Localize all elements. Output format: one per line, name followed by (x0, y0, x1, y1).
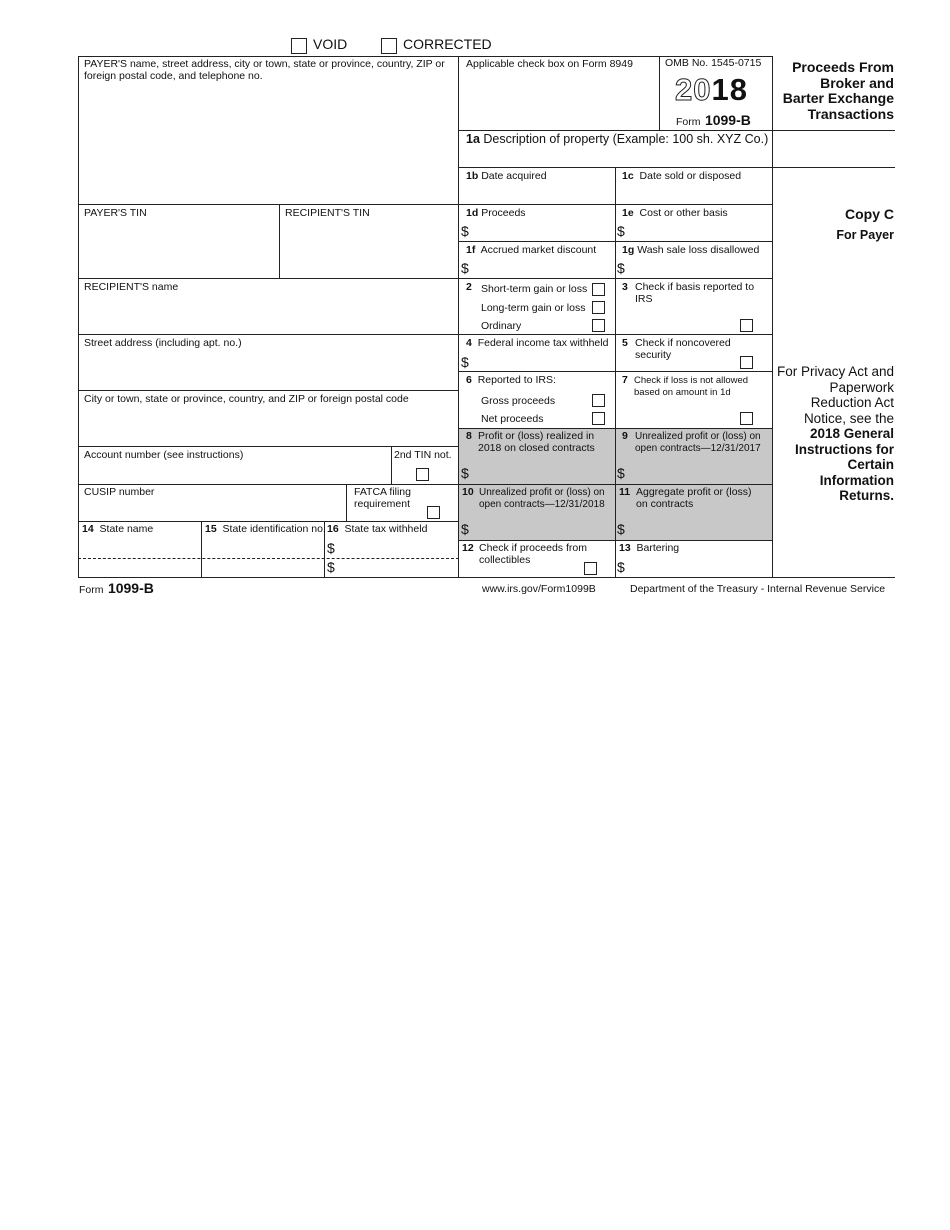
recipient-name-field[interactable] (80, 296, 456, 332)
box-1c-num: 1c (622, 170, 634, 182)
cusip-field[interactable] (80, 500, 344, 519)
box-2-ordinary-label: Ordinary (481, 320, 522, 332)
box-4-field[interactable] (474, 353, 613, 370)
fatca-label: FATCA filing requirement (354, 486, 411, 510)
box-1d-text: Proceeds (481, 207, 526, 219)
box-1d-label (466, 208, 526, 220)
box-11-dollar: $ (617, 521, 625, 537)
box-10-num: 10 (462, 486, 474, 498)
box-1b-text: Date acquired (481, 170, 547, 182)
box-9-num: 9 (622, 430, 628, 442)
box-16-dollar-1: $ (327, 540, 335, 556)
box-5-label: Check if noncovered security (635, 337, 731, 361)
box-1f-label (466, 245, 596, 257)
state-tax-field-1[interactable] (340, 540, 456, 557)
box-14-num: 14 (82, 523, 94, 535)
account-number-field[interactable] (80, 464, 389, 482)
box-1a-label (466, 132, 768, 146)
box-1a-num: 1a (466, 132, 480, 146)
box-10-field[interactable] (474, 518, 613, 538)
for-payer-label: For Payer (836, 228, 894, 242)
form-8949-field[interactable] (460, 74, 657, 128)
box-1b-field[interactable] (460, 184, 613, 202)
box-9-dollar: $ (617, 465, 625, 481)
box-7-checkbox[interactable] (740, 412, 753, 425)
footer-form-id (79, 580, 154, 598)
box-1a-field[interactable] (460, 148, 894, 166)
box-16-label (327, 524, 427, 536)
state-id-field-1[interactable] (203, 540, 322, 557)
second-tin-label: 2nd TIN not. (394, 449, 452, 461)
box-7-label: Check if loss is not allowed based on amount in 1d (634, 375, 749, 398)
box-8-dollar: $ (461, 465, 469, 481)
street-address-label: Street address (including apt. no.) (84, 337, 242, 349)
box-1d-num: 1d (466, 207, 479, 219)
box-13-label (619, 543, 679, 555)
recipient-name-label: RECIPIENT'S name (84, 281, 179, 293)
void-checkbox[interactable] (291, 38, 307, 54)
box-1g-num: 1g (622, 244, 635, 256)
box-1e-field[interactable] (630, 222, 770, 240)
copy-label: Copy C (845, 206, 894, 222)
box-1e-num: 1e (622, 207, 634, 219)
box-5-checkbox[interactable] (740, 356, 753, 369)
box-1f-dollar: $ (461, 260, 469, 276)
box-4-text: Federal income tax withheld (477, 337, 609, 349)
box-9-label: Unrealized profit or (loss) on open contracts—12/31/2017 (635, 431, 761, 454)
state-tax-field-2[interactable] (340, 560, 456, 576)
box-13-field[interactable] (630, 558, 770, 576)
box-1f-field[interactable] (474, 259, 613, 277)
form-id-top-number: 1099-B (704, 112, 751, 128)
recipient-tin-label: RECIPIENT'S TIN (285, 207, 370, 219)
account-number-label: Account number (see instructions) (84, 449, 244, 461)
box-4-num: 4 (466, 337, 472, 349)
box-1e-dollar: $ (617, 223, 625, 239)
box-13-num: 13 (619, 542, 631, 554)
privacy-notice-plain: For Privacy Act and Paperwork Reduction Act Notice, see the (776, 364, 894, 426)
privacy-notice (776, 364, 894, 504)
box-1c-field[interactable] (617, 184, 770, 202)
box-6-gross-label: Gross proceeds (481, 395, 556, 407)
box-2-ordinary-checkbox[interactable] (592, 319, 605, 332)
box-6-gross-checkbox[interactable] (592, 394, 605, 407)
box-1c-text: Date sold or disposed (639, 170, 742, 182)
box-1d-field[interactable] (474, 222, 613, 240)
box-1f-num: 1f (466, 244, 476, 256)
box-6-text: Reported to IRS: (477, 374, 556, 386)
box-12-checkbox[interactable] (584, 562, 597, 575)
void-label: VOID (313, 36, 348, 52)
box-6-net-checkbox[interactable] (592, 412, 605, 425)
box-4-dollar: $ (461, 354, 469, 370)
box-11-label: Aggregate profit or (loss) on contracts (636, 486, 752, 510)
box-14-text: State name (99, 523, 154, 535)
box-1b-num: 1b (466, 170, 479, 182)
box-12-num: 12 (462, 542, 474, 554)
box-1f-text: Accrued market discount (480, 244, 597, 256)
street-address-field[interactable] (80, 352, 456, 388)
box-2-long-label: Long-term gain or loss (481, 302, 586, 314)
box-1d-dollar: $ (461, 223, 469, 239)
box-15-text: State identification no. (222, 523, 326, 535)
box-1g-field[interactable] (630, 259, 770, 277)
box-8-num: 8 (466, 430, 472, 442)
city-label: City or town, state or province, country, and ZIP or foreign postal code (84, 393, 409, 405)
footer-url: www.irs.gov/Form1099B (482, 583, 596, 595)
payer-name-field[interactable] (80, 84, 456, 202)
box-5-num: 5 (622, 337, 628, 349)
corrected-label: CORRECTED (403, 36, 492, 52)
box-4-label (466, 338, 608, 350)
box-1a-text: Description of property (Example: 100 sh. XYZ Co.) (483, 132, 769, 146)
box-15-label (205, 524, 326, 536)
box-9-field[interactable] (630, 462, 770, 482)
second-tin-checkbox[interactable] (416, 468, 429, 481)
corrected-checkbox[interactable] (381, 38, 397, 54)
box-16-num: 16 (327, 523, 339, 535)
box-3-checkbox[interactable] (740, 319, 753, 332)
box-1g-label (622, 245, 759, 257)
box-11-num: 11 (619, 486, 631, 498)
tax-year-outline: 20 (675, 72, 712, 107)
box-11-field[interactable] (630, 518, 770, 538)
footer-department: Department of the Treasury - Internal Revenue Service (630, 583, 886, 595)
box-10-label: Unrealized profit or (loss) on open contracts—12/31/2018 (479, 487, 605, 510)
omb-number: OMB No. 1545-0715 (665, 57, 762, 69)
box-1g-text: Wash sale loss disallowed (637, 244, 760, 256)
box-10-dollar: $ (461, 521, 469, 537)
payer-name-label: PAYER'S name, street address, city or town, state or province, country, ZIP or foreign postal code, and telephone no. (84, 58, 445, 82)
box-3-num: 3 (622, 281, 628, 293)
state-id-field-2[interactable] (203, 560, 322, 576)
box-3-label: Check if basis reported to IRS (635, 281, 755, 305)
tax-year-bold: 18 (711, 72, 748, 107)
box-7-num: 7 (622, 374, 628, 386)
box-6-net-label: Net proceeds (481, 413, 544, 425)
form-id-top-prefix: Form (676, 116, 701, 128)
footer-form-number: 1099-B (107, 580, 154, 596)
box-1g-dollar: $ (617, 260, 625, 276)
tax-year (675, 72, 748, 108)
form-title: Proceeds From Broker and Barter Exchange Transactions (782, 59, 894, 122)
box-12-label: Check if proceeds from collectibles (479, 542, 587, 566)
box-2-long-checkbox[interactable] (592, 301, 605, 314)
box-15-num: 15 (205, 523, 217, 535)
recipient-tin-field[interactable] (281, 222, 456, 276)
payer-tin-label: PAYER'S TIN (84, 207, 147, 219)
payer-tin-field[interactable] (80, 222, 277, 276)
cusip-label: CUSIP number (84, 486, 155, 498)
fatca-checkbox[interactable] (427, 506, 440, 519)
box-6-label (466, 375, 556, 387)
box-2-short-label: Short-term gain or loss (481, 283, 588, 295)
box-6-num: 6 (466, 374, 472, 386)
box-2-num: 2 (466, 281, 472, 293)
box-16-text: State tax withheld (344, 523, 428, 535)
box-1e-label (622, 208, 728, 220)
box-2-short-checkbox[interactable] (592, 283, 605, 296)
box-1c-label (622, 171, 741, 183)
footer-form-prefix: Form (79, 584, 104, 596)
privacy-notice-bold: 2018 General Instructions for Certain Information Returns. (794, 426, 894, 503)
box-16-dollar-2: $ (327, 559, 335, 575)
box-8-label: Profit or (loss) realized in 2018 on closed contracts (478, 430, 595, 454)
box-8-field[interactable] (474, 462, 613, 482)
state-name-field-2[interactable] (80, 560, 199, 576)
box-1b-label (466, 171, 547, 183)
box-13-text: Bartering (636, 542, 680, 554)
box-14-label (82, 524, 153, 536)
box-13-dollar: $ (617, 559, 625, 575)
form-id-top (676, 112, 751, 130)
box-1e-text: Cost or other basis (639, 207, 728, 219)
form-8949-label: Applicable check box on Form 8949 (466, 58, 633, 70)
city-field[interactable] (80, 408, 456, 444)
state-name-field-1[interactable] (80, 540, 199, 557)
